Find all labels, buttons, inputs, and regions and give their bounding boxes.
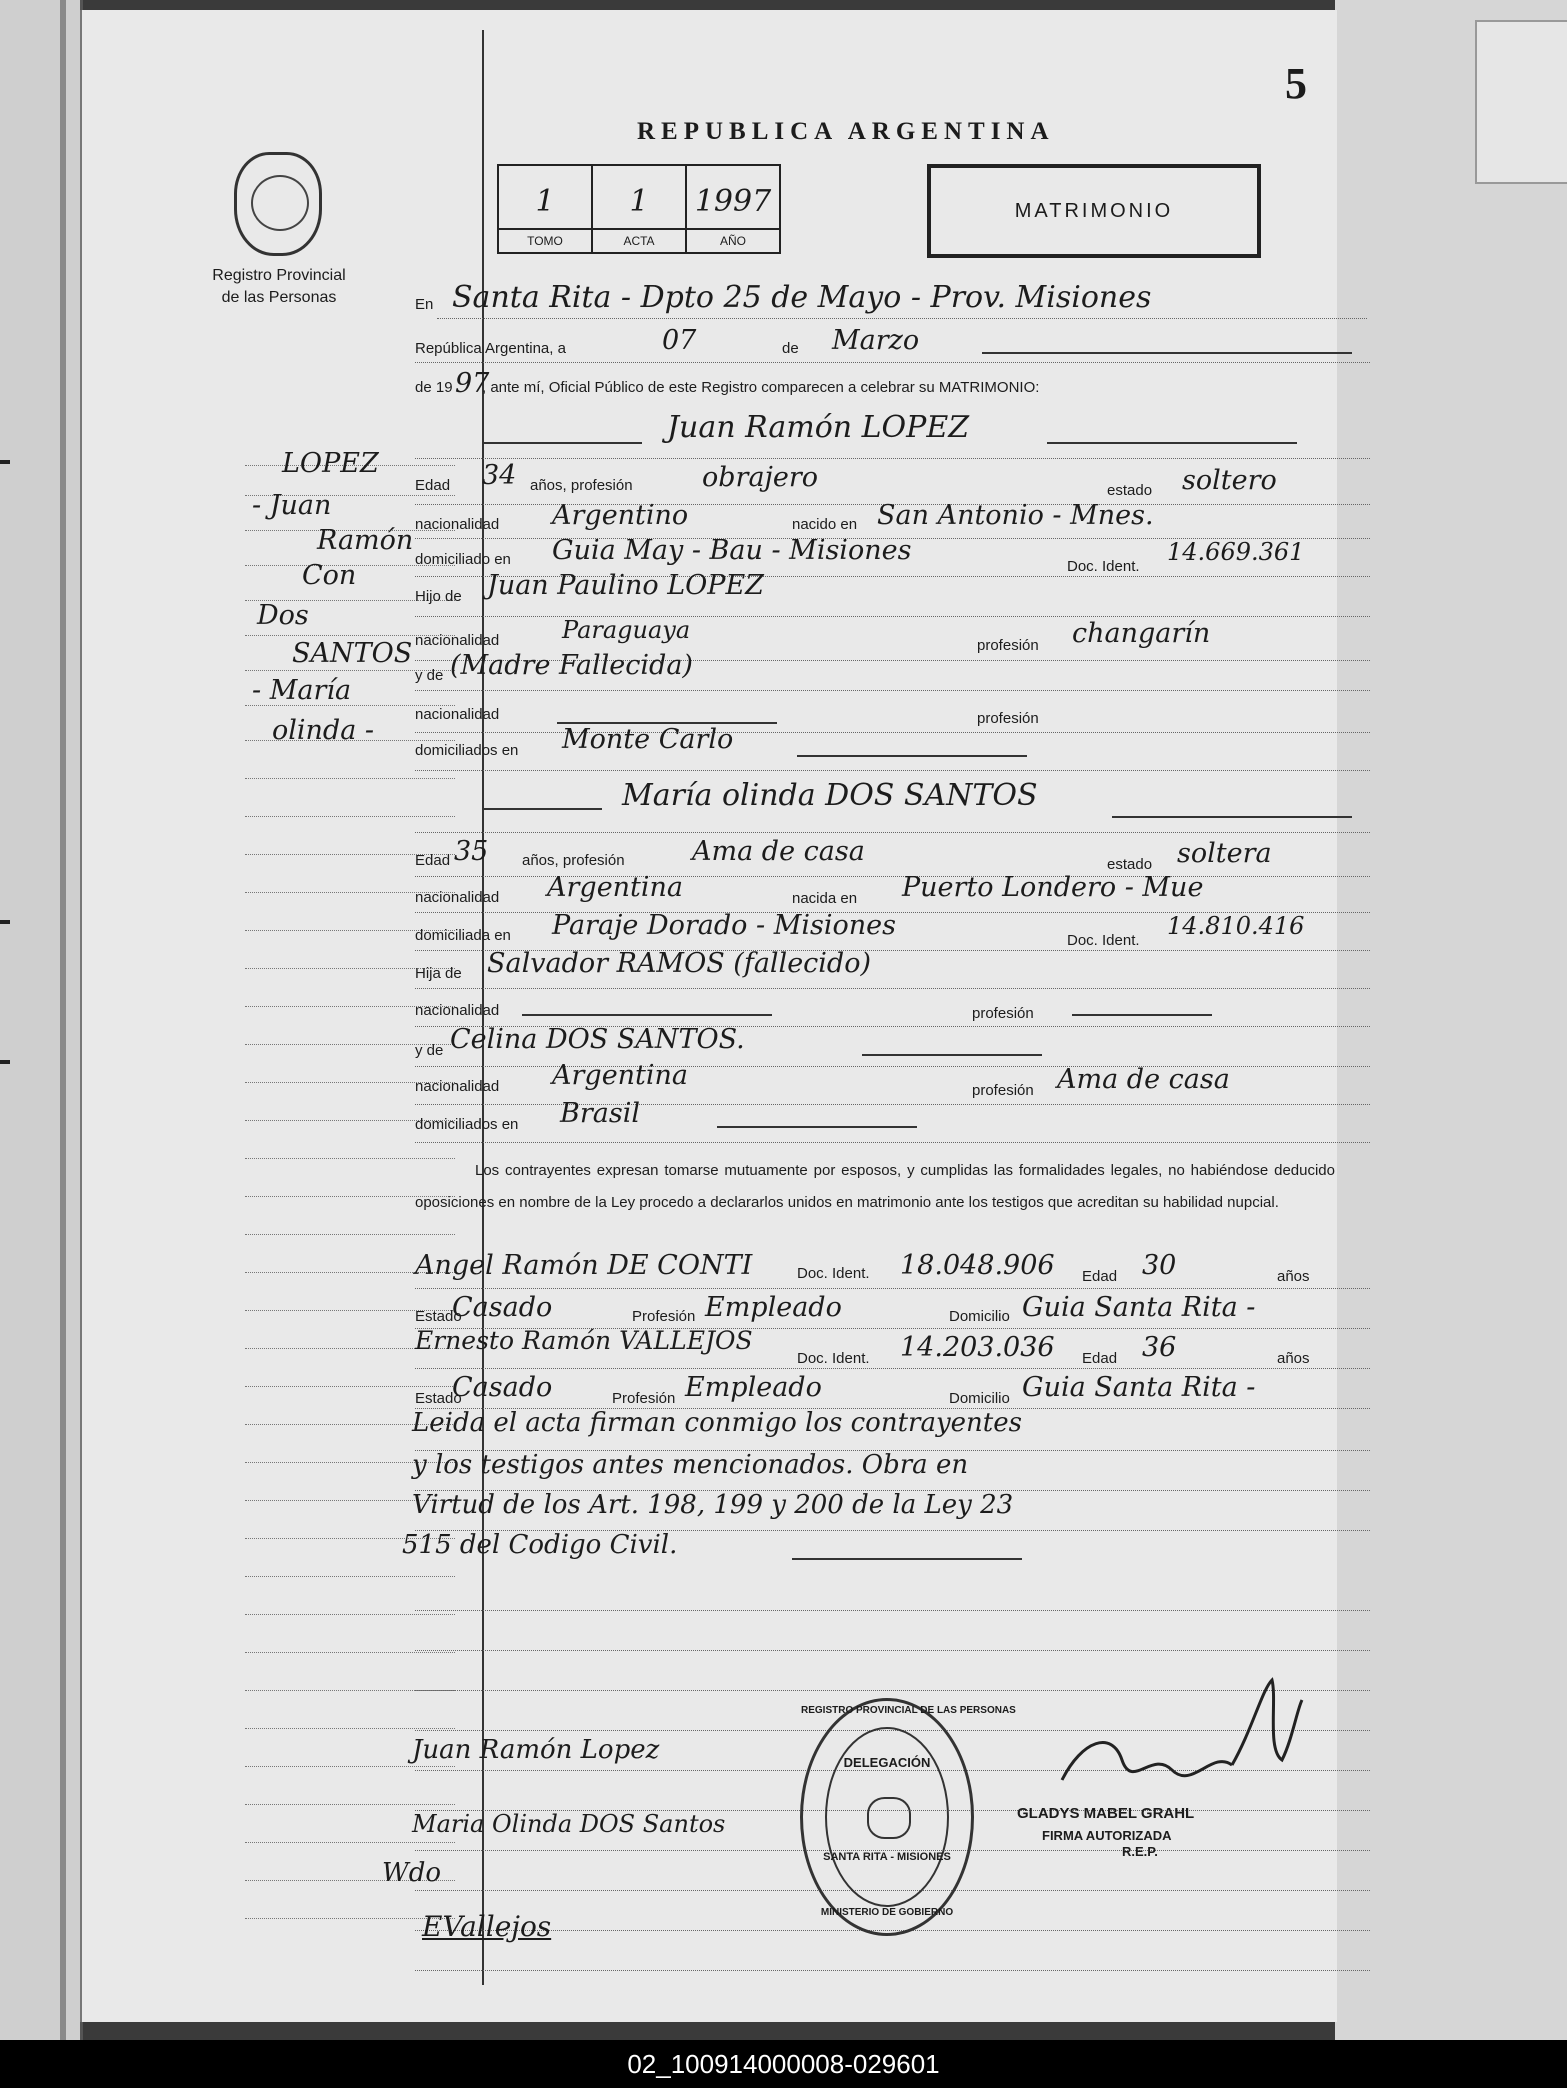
groom-father-nac-label: nacionalidad bbox=[415, 632, 500, 649]
witness-1-edad-label: Edad bbox=[1082, 1268, 1118, 1285]
footer-id: 02_100914000008-029601 bbox=[0, 2040, 1567, 2088]
record-type-box: MATRIMONIO bbox=[927, 164, 1261, 258]
margin-note-line: - Juan bbox=[252, 490, 332, 521]
groom-profesion-label: años, profesión bbox=[530, 477, 633, 494]
country-title: REPUBLICA ARGENTINA bbox=[637, 118, 1055, 145]
bride-nationality: Argentina bbox=[547, 872, 684, 903]
groom-estado-label: estado bbox=[1107, 482, 1153, 499]
witness-1-name: Angel Ramón DE CONTI bbox=[415, 1250, 753, 1281]
margin-note-line: Dos bbox=[257, 600, 309, 631]
bride-birthplace: Puerto Londero - Mue bbox=[902, 872, 1204, 903]
groom-civil-status: soltero bbox=[1182, 465, 1277, 496]
ano-cell: 1997 AÑO bbox=[687, 166, 779, 252]
groom-name: Juan Ramón LOPEZ bbox=[667, 410, 970, 445]
bride-hija-label: Hija de bbox=[415, 965, 462, 982]
bride-yde-label: y de bbox=[415, 1042, 444, 1059]
officer-code: R.E.P. bbox=[1122, 1844, 1158, 1859]
page-number: 5 bbox=[1285, 59, 1307, 108]
right-book-edge bbox=[1335, 0, 1567, 2040]
closing-note-line: y los testigos antes mencionados. Obra en bbox=[412, 1450, 969, 1480]
groom-domicilio-label: domiciliado en bbox=[415, 551, 511, 568]
witness-1-profesion-label: Profesión bbox=[632, 1308, 696, 1325]
bride-estado-label: estado bbox=[1107, 856, 1153, 873]
registry-label: Registro Provincial de las Personas bbox=[212, 267, 346, 306]
bride-father-prof-label: profesión bbox=[972, 1005, 1034, 1022]
bride-domicilio-label: domiciliada en bbox=[415, 927, 511, 944]
marriage-declaration: Los contrayentes expresan tomarse mutuamente por esposos, y cumplidas las formalidades legales, no habiéndose deducido oposiciones en nombre de la Ley procedo a declararlos unidos en matrimonio ante los testigos que acreditan su habilidad nupcial. bbox=[415, 1162, 1335, 1211]
bride-name: María olinda DOS SANTOS bbox=[622, 778, 1038, 813]
de-label: de bbox=[782, 340, 799, 357]
bride-father: Salvador RAMOS (fallecido) bbox=[487, 948, 871, 979]
groom-address: Guia May - Bau - Misiones bbox=[552, 535, 912, 566]
closing-note-line: Leida el acta firman conmigo los contrayentes bbox=[412, 1408, 1022, 1438]
edge-mark bbox=[0, 460, 10, 464]
groom-yde-label: y de bbox=[415, 667, 444, 684]
bride-nacionalidad-label: nacionalidad bbox=[415, 889, 500, 906]
margin-note-line: olinda - bbox=[272, 715, 375, 746]
bride-mother-prof-label: profesión bbox=[972, 1082, 1034, 1099]
witness-2-doc-label: Doc. Ident. bbox=[797, 1350, 870, 1367]
marriage-place: Santa Rita - Dpto 25 de Mayo - Prov. Misiones bbox=[452, 280, 1152, 315]
witness-2-anos-label: años bbox=[1277, 1350, 1310, 1367]
margin-note-line: - María bbox=[252, 675, 352, 706]
margin-note-line: Ramón bbox=[317, 525, 414, 556]
witness-2-age: 36 bbox=[1142, 1332, 1177, 1363]
groom-father: Juan Paulino LOPEZ bbox=[487, 570, 764, 601]
witness-1-signature: Wdo bbox=[382, 1858, 442, 1888]
bride-address: Paraje Dorado - Misiones bbox=[552, 910, 896, 941]
bride-mother: Celina DOS SANTOS. bbox=[450, 1024, 745, 1055]
republica-label: República Argentina, a bbox=[415, 340, 566, 357]
left-book-edge bbox=[0, 0, 83, 2040]
witness-2-address: Guia Santa Rita - bbox=[1022, 1372, 1256, 1403]
witness-1-age: 30 bbox=[1142, 1250, 1177, 1281]
witness-2-civil-status: Casado bbox=[452, 1372, 553, 1403]
groom-nacido-label: nacido en bbox=[792, 516, 858, 533]
officer-title: FIRMA AUTORIZADA bbox=[1042, 1828, 1172, 1843]
bride-mother-nac-label: nacionalidad bbox=[415, 1078, 500, 1095]
delegation-stamp: REGISTRO PROVINCIAL DE LAS PERSONAS DELEGACIÓN SANTA RITA - MISIONES MINISTERIO DE GOBIERNO bbox=[800, 1698, 974, 1936]
groom-parents-address: Monte Carlo bbox=[562, 724, 734, 755]
groom-mother-nac-label: nacionalidad bbox=[415, 706, 500, 723]
officer-name: GLADYS MABEL GRAHL bbox=[1017, 1805, 1195, 1822]
closing-note-line: 515 del Codigo Civil. bbox=[402, 1530, 678, 1560]
bride-signature: Maria Olinda DOS Santos bbox=[412, 1810, 726, 1838]
groom-father-profession: changarín bbox=[1072, 618, 1211, 649]
marriage-year: 97 bbox=[455, 368, 490, 399]
year-label: de 19 bbox=[415, 379, 453, 396]
tomo-cell: 1 TOMO bbox=[499, 166, 593, 252]
intro-text: , ante mí, Oficial Público de este Registro comparecen a celebrar su MATRIMONIO: bbox=[482, 379, 1040, 396]
edge-mark bbox=[0, 1060, 10, 1064]
marriage-day: 07 bbox=[662, 325, 697, 356]
bride-profession: Ama de casa bbox=[692, 836, 865, 867]
margin-note-line: Con bbox=[302, 560, 357, 591]
page-tab bbox=[1475, 20, 1567, 184]
bride-nacida-label: nacida en bbox=[792, 890, 858, 907]
groom-age: 34 bbox=[482, 460, 517, 491]
record-id-box bbox=[497, 164, 781, 254]
witness-2-profession: Empleado bbox=[685, 1372, 822, 1403]
witness-1-profession: Empleado bbox=[705, 1292, 842, 1323]
witness-1-anos-label: años bbox=[1277, 1268, 1310, 1285]
marriage-month: Marzo bbox=[832, 325, 920, 356]
groom-mother-prof-label: profesión bbox=[977, 710, 1039, 727]
witness-2-doc: 14.203.036 bbox=[900, 1332, 1055, 1363]
bride-domiciliados-label: domiciliados en bbox=[415, 1116, 519, 1133]
witness-2-domicilio-label: Domicilio bbox=[949, 1390, 1010, 1407]
witness-2-edad-label: Edad bbox=[1082, 1350, 1118, 1367]
groom-father-nationality: Paraguaya bbox=[562, 616, 691, 644]
groom-doc-label: Doc. Ident. bbox=[1067, 558, 1140, 575]
margin-note-line: SANTOS bbox=[292, 638, 413, 669]
bride-doc: 14.810.416 bbox=[1167, 912, 1305, 940]
groom-father-prof-label: profesión bbox=[977, 637, 1039, 654]
groom-nacionalidad-label: nacionalidad bbox=[415, 516, 500, 533]
edge-mark bbox=[0, 920, 10, 924]
bride-mother-profession: Ama de casa bbox=[1057, 1064, 1230, 1095]
witness-2-name: Ernesto Ramón VALLEJOS bbox=[415, 1326, 753, 1355]
binding-crease bbox=[60, 0, 66, 2040]
en-label: En bbox=[415, 296, 434, 313]
groom-doc: 14.669.361 bbox=[1167, 538, 1305, 566]
officer-signature-icon bbox=[1032, 1670, 1332, 1810]
witness-1-estado-label: Estado bbox=[415, 1308, 462, 1325]
bride-profesion-label: años, profesión bbox=[522, 852, 625, 869]
bride-civil-status: soltera bbox=[1177, 838, 1272, 869]
groom-domiciliados-label: domiciliados en bbox=[415, 742, 519, 759]
witness-1-address: Guia Santa Rita - bbox=[1022, 1292, 1256, 1323]
margin-note-line: LOPEZ bbox=[282, 448, 379, 479]
groom-signature: Juan Ramón Lopez bbox=[412, 1735, 660, 1765]
groom-birthplace: San Antonio - Mnes. bbox=[877, 500, 1154, 531]
bride-edad-label: Edad bbox=[415, 852, 451, 869]
bride-age: 35 bbox=[454, 836, 489, 867]
groom-mother: (Madre Fallecida) bbox=[450, 650, 693, 681]
acta-cell: 1 ACTA bbox=[593, 166, 687, 252]
witness-2-signature: EVallejos bbox=[422, 1910, 552, 1943]
witness-1-civil-status: Casado bbox=[452, 1292, 553, 1323]
groom-profession: obrajero bbox=[702, 462, 819, 493]
witness-1-doc: 18.048.906 bbox=[900, 1250, 1055, 1281]
groom-edad-label: Edad bbox=[415, 477, 451, 494]
witness-2-estado-label: Estado bbox=[415, 1390, 462, 1407]
groom-hijo-label: Hijo de bbox=[415, 588, 462, 605]
bride-father-nac-label: nacionalidad bbox=[415, 1002, 500, 1019]
witness-1-doc-label: Doc. Ident. bbox=[797, 1265, 870, 1282]
bride-mother-nationality: Argentina bbox=[552, 1060, 689, 1091]
groom-nationality: Argentino bbox=[552, 500, 689, 531]
closing-note-line: Virtud de los Art. 198, 199 y 200 de la Ley 23 bbox=[412, 1490, 1014, 1520]
coat-of-arms-icon bbox=[867, 1797, 911, 1839]
witness-2-profesion-label: Profesión bbox=[612, 1390, 676, 1407]
bride-parents-address: Brasil bbox=[560, 1098, 640, 1129]
bride-doc-label: Doc. Ident. bbox=[1067, 932, 1140, 949]
document-page bbox=[80, 10, 1337, 2022]
witness-1-domicilio-label: Domicilio bbox=[949, 1308, 1010, 1325]
provincial-seal-icon bbox=[234, 152, 322, 256]
